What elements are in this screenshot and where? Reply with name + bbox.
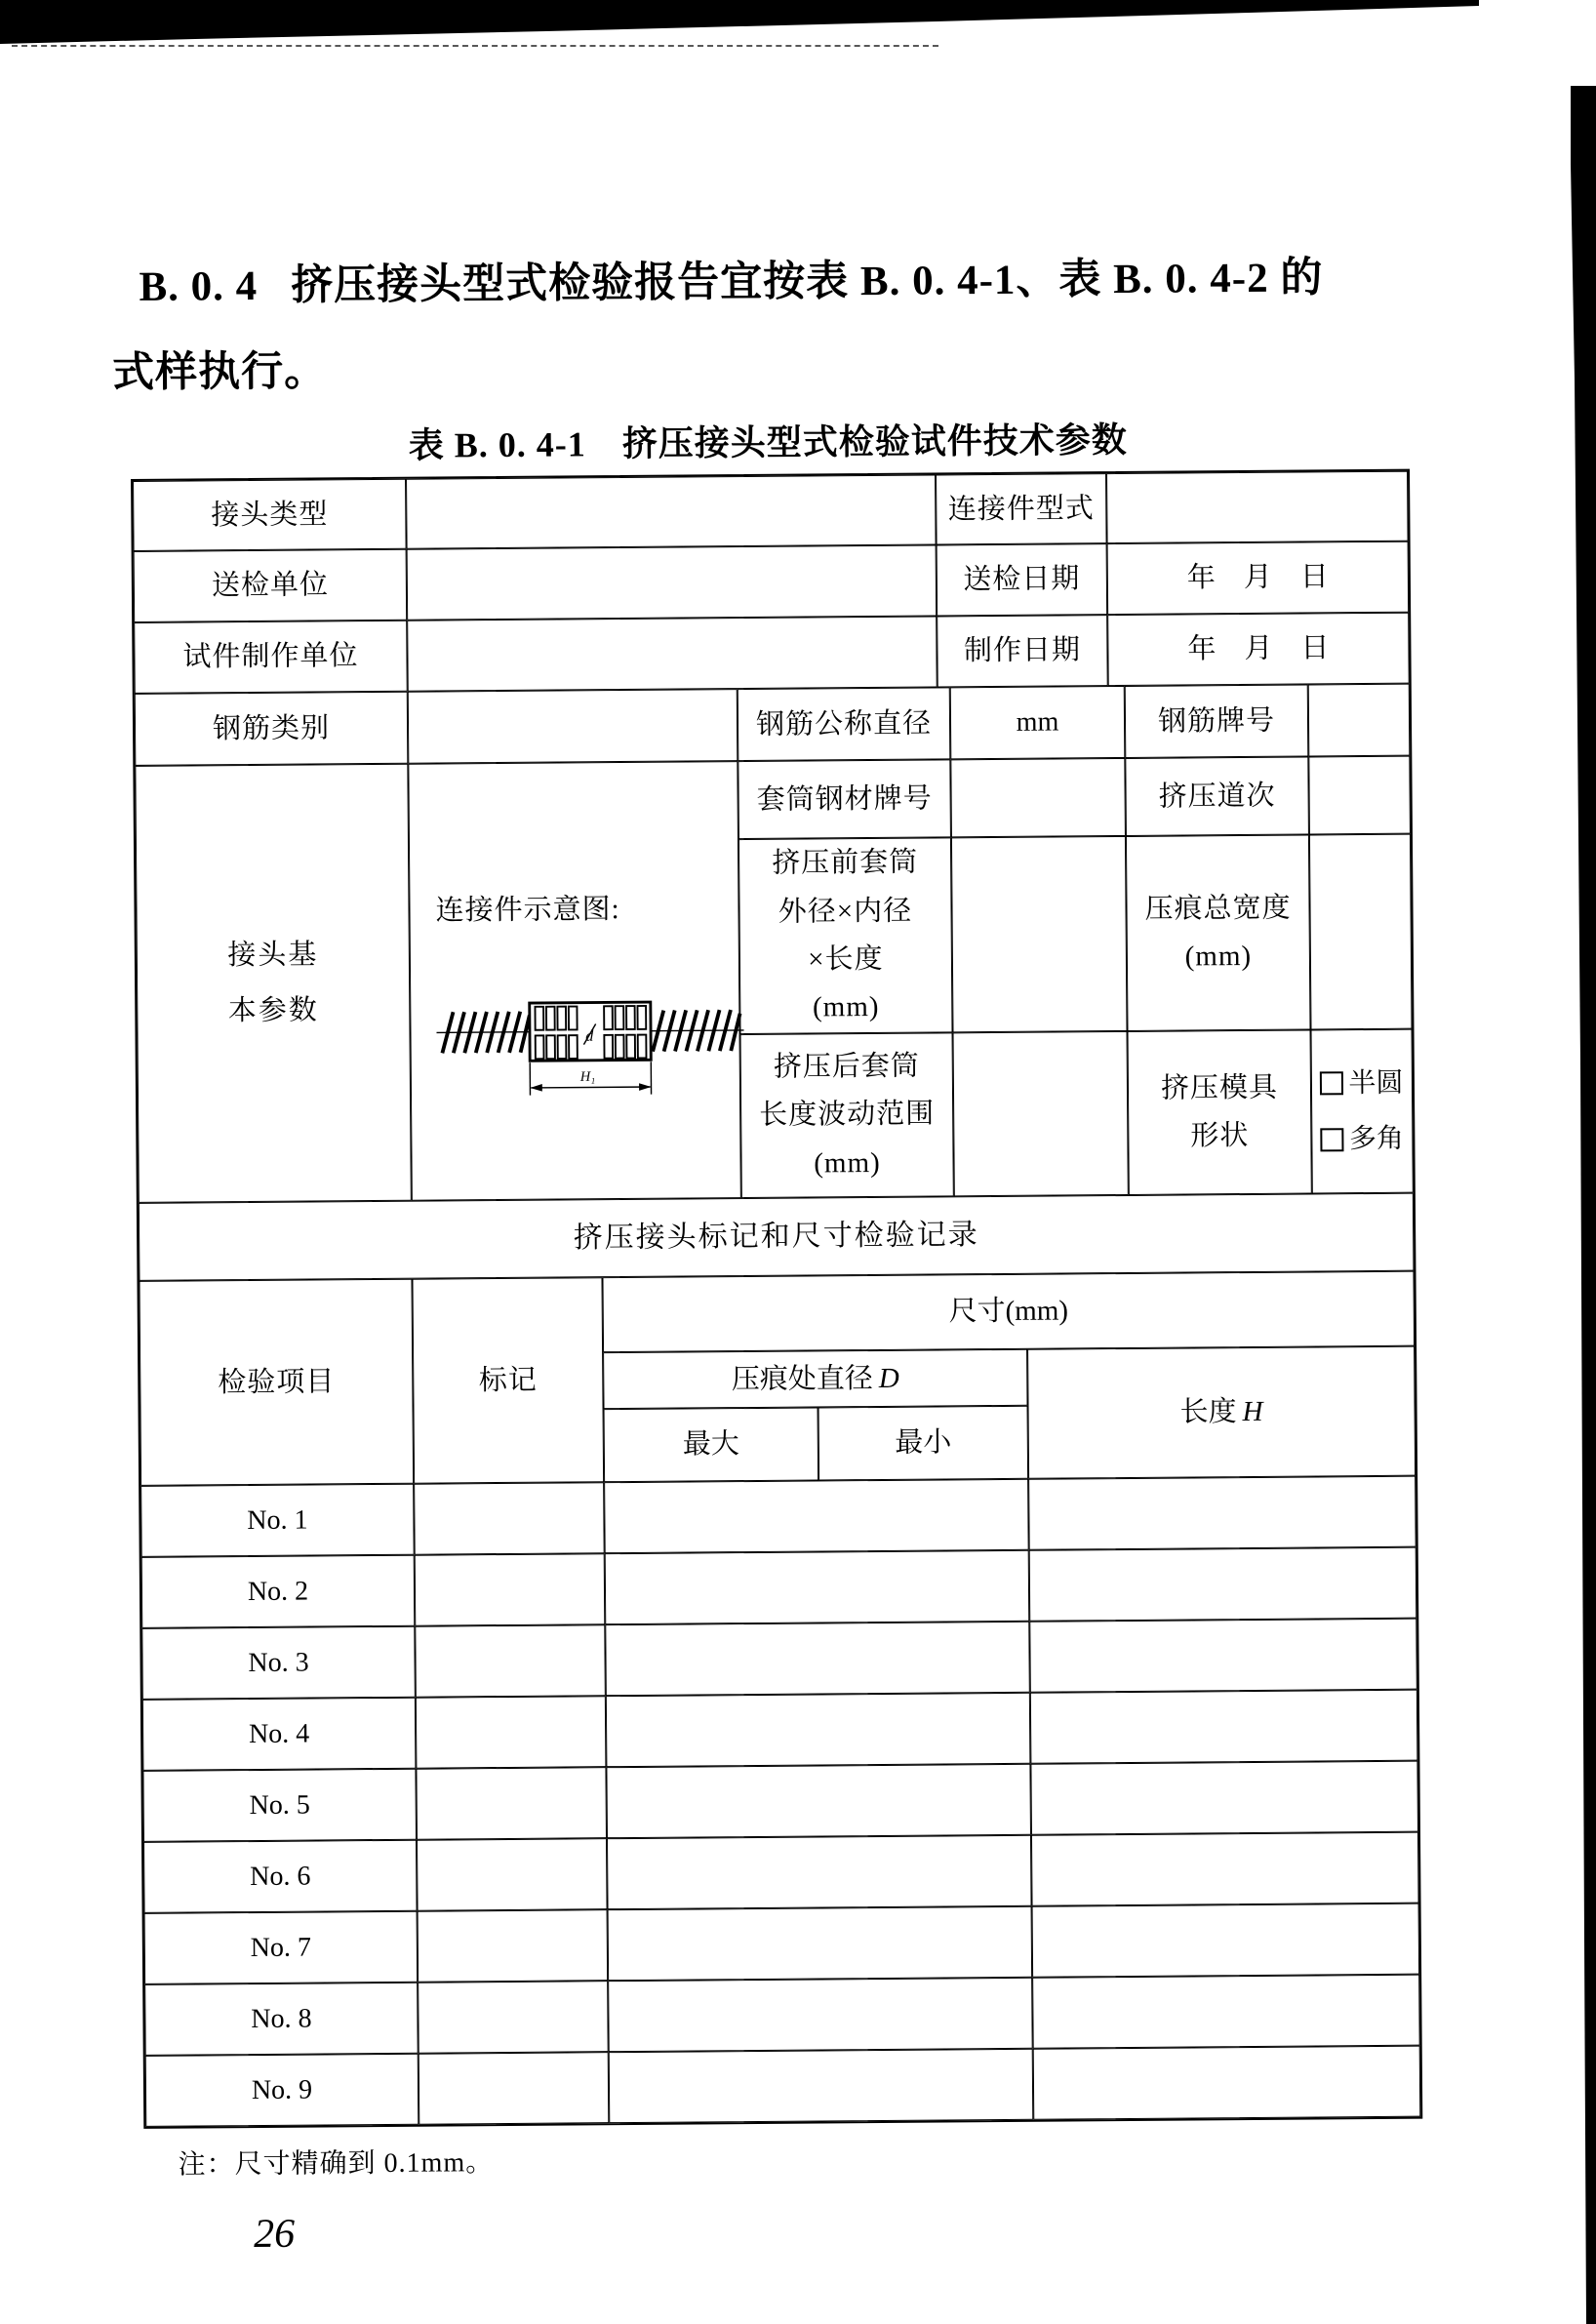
clause-text-line1: 挤压接头型式检验报告宜按表 B. 0. 4-1、表 B. 0. 4-2 的 — [290, 255, 1324, 309]
header-max: 最大 — [604, 1407, 819, 1482]
record-cell — [1030, 1690, 1418, 1764]
die-shape-option-label: 半圆 — [1348, 1067, 1404, 1099]
sleeve-steel-grade-label: 套筒钢材牌号 — [738, 759, 951, 839]
die-shape-label: 挤压模具 形状 — [1128, 1029, 1312, 1194]
joint-type-value — [406, 474, 937, 548]
die-shape-option-polygon — [1321, 1118, 1404, 1161]
record-cell — [608, 1978, 1033, 2052]
connector-type-value — [1106, 471, 1409, 543]
making-date-label: 制作日期 — [937, 615, 1108, 687]
diagram-d-label: d — [585, 1026, 594, 1045]
press-passes-value — [1308, 756, 1411, 835]
die-shape-option-semicircle — [1320, 1062, 1403, 1104]
page-number: 26 — [253, 2211, 296, 2258]
making-date-value: 年 月 日 — [1107, 613, 1410, 686]
record-row-no: No. 4 — [142, 1698, 417, 1771]
header-indent-diameter — [603, 1349, 1027, 1409]
header-indent-diameter-symbol: D — [878, 1362, 899, 1394]
record-cell — [605, 1550, 1030, 1624]
clause-text-line2: 式样执行。 — [111, 348, 328, 397]
inspection-unit-value — [407, 544, 938, 620]
record-cell — [418, 1909, 609, 1983]
record-row-no: No. 2 — [141, 1555, 416, 1628]
sleeve-length-range-value — [953, 1031, 1129, 1196]
record-cell — [417, 1838, 608, 1911]
record-row-no: No. 8 — [144, 1983, 419, 2056]
clause-heading — [111, 255, 1436, 397]
record-cell — [609, 2049, 1034, 2123]
record-cell — [1029, 1619, 1417, 1693]
connector-type-label: 连接件型式 — [936, 473, 1107, 544]
form-table — [131, 469, 1422, 2129]
sleeve-size-before-label: 挤压前套筒 外径×内径 ×长度 (mm) — [738, 837, 953, 1034]
record-row-no: No. 3 — [141, 1626, 416, 1700]
record-section-banner: 挤压接头标记和尺寸检验记录 — [139, 1193, 1415, 1281]
record-cell — [416, 1696, 607, 1769]
record-row-no: No. 5 — [142, 1769, 417, 1842]
record-cell — [1030, 1761, 1418, 1835]
record-cell — [1029, 1547, 1417, 1622]
record-cell — [1032, 1975, 1420, 2049]
checkbox-icon — [1320, 1072, 1343, 1096]
clause-number: B. 0. 4 — [139, 262, 259, 310]
record-cell — [415, 1624, 606, 1698]
table-title: 表 B. 0. 4-1 挤压接头型式检验试件技术参数 — [408, 420, 1128, 465]
die-shape-option-label: 多角 — [1348, 1123, 1405, 1155]
record-cell — [605, 1622, 1030, 1696]
connector-diagram-cell — [408, 761, 741, 1201]
diagram-h1-label: H₁ — [579, 1068, 596, 1085]
header-length-symbol: H — [1242, 1395, 1263, 1428]
table-footnote: 注：尺寸精确到 0.1mm。 — [178, 2147, 495, 2181]
rebar-diameter-label: 钢筋公称直径 — [738, 687, 951, 761]
record-cell — [606, 1764, 1031, 1838]
sleeve-size-before-value — [951, 836, 1128, 1032]
record-row-no: No. 7 — [144, 1911, 419, 1984]
die-shape-options — [1311, 1029, 1414, 1194]
header-mark: 标记 — [412, 1277, 604, 1484]
record-row-no: No. 1 — [140, 1484, 415, 1557]
record-cell — [1031, 1832, 1419, 1906]
record-cell — [1032, 1903, 1420, 1978]
connector-diagram — [436, 944, 744, 1114]
rebar-diameter-unit: mm — [950, 686, 1126, 759]
indent-width-value — [1309, 834, 1413, 1030]
inspection-unit-label: 送检单位 — [134, 549, 408, 622]
press-passes-label: 挤压道次 — [1125, 756, 1309, 835]
specimen-maker-value — [407, 616, 938, 691]
header-inspection-item: 检验项目 — [139, 1279, 414, 1486]
record-cell — [416, 1767, 607, 1840]
record-cell — [1028, 1476, 1416, 1550]
diagram-caption: 连接件示意图: — [435, 894, 620, 927]
header-length — [1027, 1346, 1416, 1479]
indent-width-label: 压痕总宽度 (mm) — [1126, 834, 1311, 1030]
rebar-class-value — [408, 689, 738, 764]
sleeve-length-range-label: 挤压后套筒 长度波动范围 (mm) — [740, 1032, 954, 1198]
rebar-class-label: 钢筋类别 — [135, 692, 409, 766]
checkbox-icon — [1321, 1128, 1344, 1151]
inspection-date-value: 年 月 日 — [1107, 541, 1410, 615]
record-cell — [418, 1981, 609, 2054]
record-cell — [606, 1693, 1031, 1767]
record-cell — [608, 1906, 1033, 1981]
specimen-maker-label: 试件制作单位 — [134, 621, 408, 694]
sleeve-steel-grade-value — [950, 758, 1126, 837]
rebar-grade-label: 钢筋牌号 — [1125, 684, 1309, 757]
header-length-text: 长度 — [1179, 1396, 1237, 1428]
record-row-no: No. 6 — [143, 1840, 418, 1913]
record-cell — [419, 2052, 610, 2125]
joint-type-label: 接头类型 — [133, 479, 407, 551]
record-cell — [414, 1482, 605, 1555]
record-cell — [607, 1835, 1032, 1909]
header-min: 最小 — [818, 1406, 1029, 1481]
joint-basic-params-label: 接头基 本参数 — [135, 764, 412, 1203]
header-indent-diameter-text: 压痕处直径 — [731, 1362, 873, 1395]
record-cell — [415, 1553, 606, 1626]
record-cell — [604, 1479, 1029, 1553]
record-cell — [1033, 2046, 1421, 2120]
inspection-date-label: 送检日期 — [937, 543, 1108, 616]
header-size-group: 尺寸(mm) — [602, 1271, 1415, 1353]
rebar-grade-value — [1308, 684, 1411, 757]
record-row-no: No. 9 — [145, 2054, 419, 2127]
